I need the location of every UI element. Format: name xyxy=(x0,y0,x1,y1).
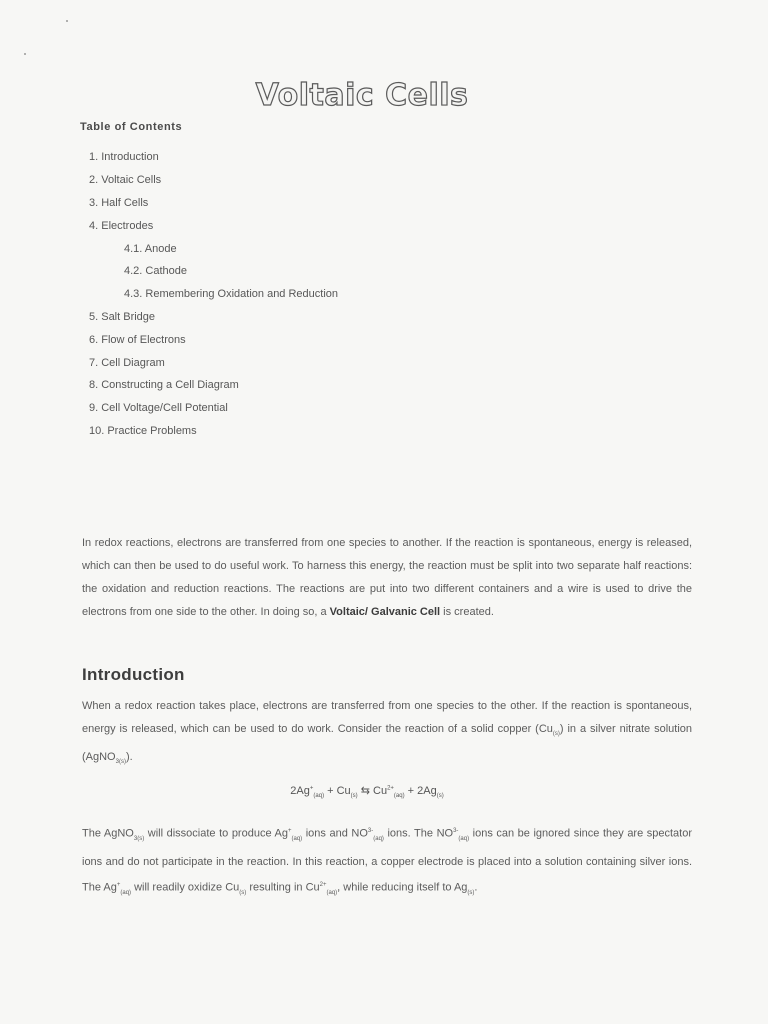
scan-speck xyxy=(66,20,68,22)
toc-heading: Table of Contents xyxy=(80,121,183,133)
paragraph-text: ). xyxy=(125,751,133,764)
equation-term: Cu xyxy=(369,785,388,797)
subscript: (aq) xyxy=(326,889,338,896)
toc-item[interactable]: 7. Cell Diagram xyxy=(89,357,165,369)
subscript: (s) xyxy=(239,889,247,896)
superscript: 3- xyxy=(453,828,459,834)
toc-item[interactable]: 10. Practice Problems xyxy=(89,425,197,437)
equation-term: 2Ag xyxy=(290,785,310,797)
paragraph-text: , while reducing itself to Ag xyxy=(337,881,468,894)
toc-item[interactable]: 1. Introduction xyxy=(89,151,159,163)
subscript: (s) xyxy=(467,889,475,896)
toc-subitem[interactable]: 4.2. Cathode xyxy=(124,265,187,277)
toc-item[interactable]: 8. Constructing a Cell Diagram xyxy=(89,379,239,391)
toc-item[interactable]: 2. Voltaic Cells xyxy=(89,174,162,186)
subscript: (s) xyxy=(436,793,444,800)
paragraph-text: ions. The NO xyxy=(383,827,454,840)
subscript: (aq) xyxy=(291,835,303,842)
equation-term: + 2Ag xyxy=(404,785,437,797)
section-heading-introduction: Introduction xyxy=(82,665,185,684)
paragraph-text: When a redox reaction takes place, electrons are transferred from one species to the other. If the reaction is spontaneous, energy is released, which can be used to do work. Consider the reaction of a solid copper (Cu xyxy=(82,700,692,735)
subscript: (aq) xyxy=(393,793,405,800)
toc-subitem[interactable]: 4.1. Anode xyxy=(124,243,177,255)
introduction-paragraph xyxy=(82,695,692,774)
voltaic-cell-term: Voltaic/ Galvanic Cell xyxy=(329,606,441,618)
toc-item[interactable]: 9. Cell Voltage/Cell Potential xyxy=(89,402,228,414)
paragraph-text: resulting in Cu xyxy=(246,881,320,894)
reaction-equation xyxy=(0,784,734,799)
subscript: 3(s) xyxy=(133,835,145,842)
subscript: (aq) xyxy=(373,835,384,842)
paragraph-text: . xyxy=(474,881,478,894)
intro-tail: is created. xyxy=(440,606,494,618)
subscript: 3(s) xyxy=(115,759,126,766)
equilibrium-arrow-icon: ⇆ xyxy=(360,785,370,797)
subscript: (aq) xyxy=(120,889,132,896)
superscript: + xyxy=(287,828,292,834)
superscript: 3- xyxy=(367,828,374,834)
superscript: + xyxy=(309,785,314,792)
toc-item[interactable]: 6. Flow of Electrons xyxy=(89,334,186,346)
superscript: + xyxy=(116,881,121,888)
superscript: 2+ xyxy=(387,785,394,792)
paragraph-text: will readily oxidize Cu xyxy=(131,881,240,894)
intro-text: In redox reactions, electrons are transferred from one species to another. If the reaction is spontaneous, energy is released, which can then be used to do useful work. To harness this energy, the reaction must be split into two separate half reactions: the oxidation and reduction reactions. The reactions are put into two different containers and a wire is used to drive the electrons from one side to the other. In doing so, a xyxy=(82,537,692,618)
toc-item[interactable]: 4. Electrodes xyxy=(89,220,154,232)
document-title: Voltaic Cells xyxy=(255,78,469,113)
dissociation-paragraph xyxy=(82,820,692,905)
superscript: 2+ xyxy=(319,881,327,888)
toc-item[interactable]: 5. Salt Bridge xyxy=(89,311,156,323)
toc-item[interactable]: 3. Half Cells xyxy=(89,197,149,209)
intro-paragraph xyxy=(82,532,692,624)
scan-speck xyxy=(24,53,26,55)
subscript: (aq) xyxy=(458,835,470,842)
paragraph-text: will dissociate to produce Ag xyxy=(144,827,288,840)
paragraph-text: ) in a silver nitrate solution (AgNO xyxy=(82,723,693,764)
paragraph-text: ions can be ignored since they are spectator ions and do not participate in the reaction. In this reaction, a copper electrode is placed into a solution containing silver ions. The Ag xyxy=(82,827,693,894)
paragraph-text: The AgNO xyxy=(82,827,134,840)
equation-term: + Cu xyxy=(324,785,351,797)
subscript: (aq) xyxy=(313,793,325,800)
paragraph-text: ions and NO xyxy=(302,827,368,840)
subscript: (s) xyxy=(350,793,358,800)
toc-subitem[interactable]: 4.3. Remembering Oxidation and Reduction xyxy=(124,288,339,300)
subscript: (s) xyxy=(552,731,560,738)
